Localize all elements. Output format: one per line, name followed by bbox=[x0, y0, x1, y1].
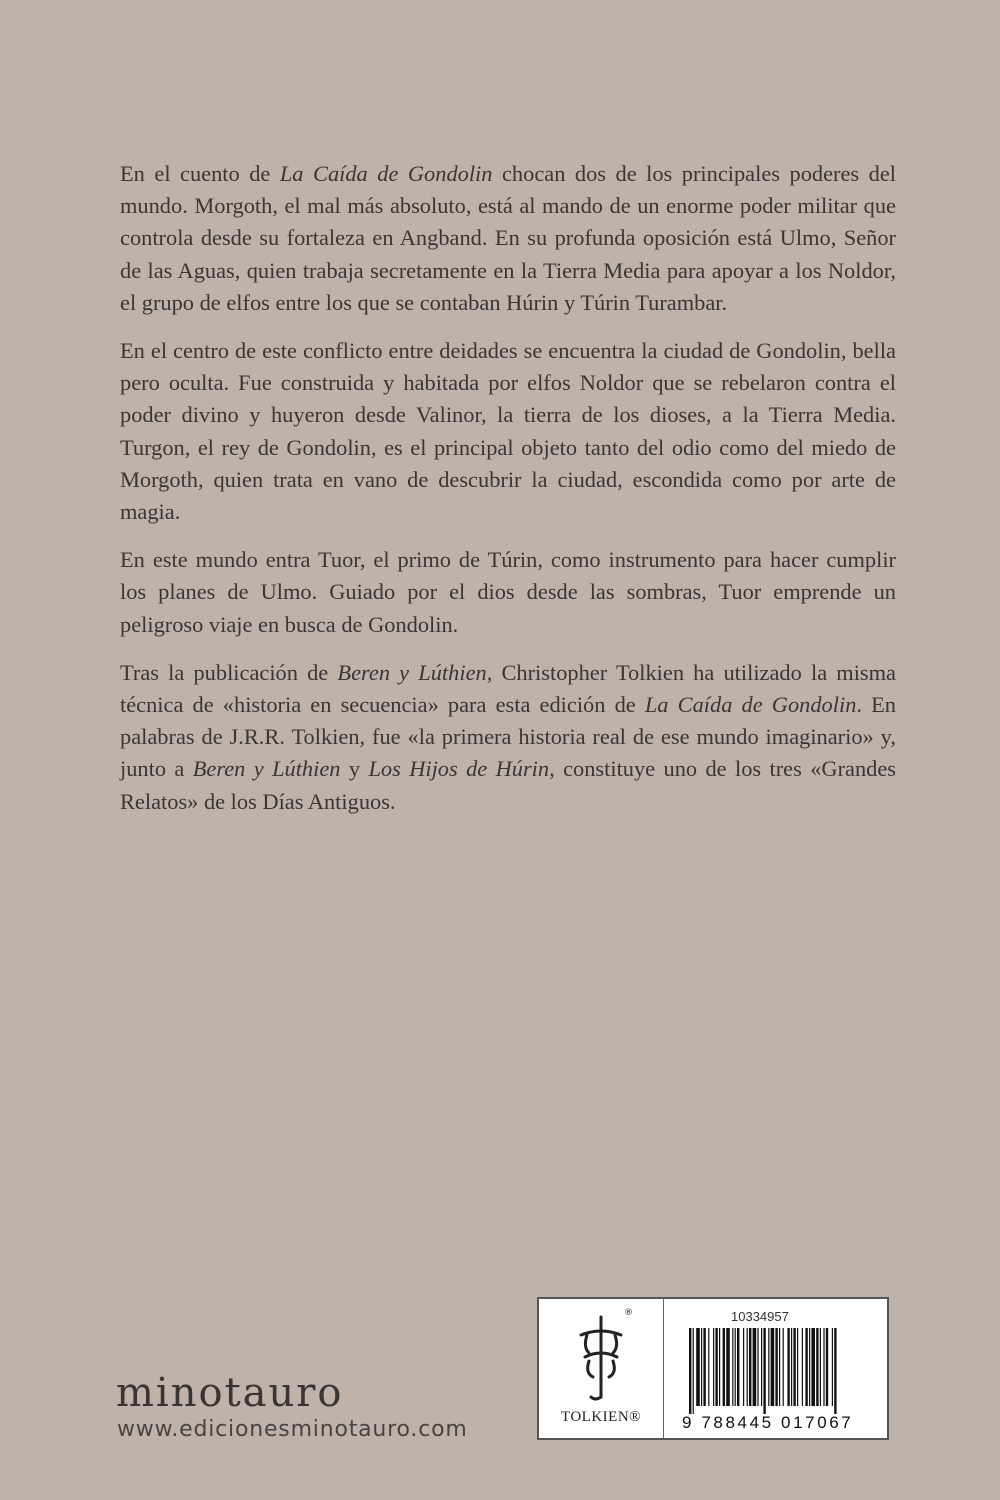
barcode-bar bbox=[726, 1328, 730, 1406]
barcode-bar bbox=[779, 1328, 780, 1406]
barcode-bar bbox=[708, 1328, 709, 1406]
barcode-bar bbox=[715, 1328, 717, 1406]
barcode-bar bbox=[747, 1328, 748, 1406]
book-title: Beren y Lúthien bbox=[192, 756, 341, 782]
tolkien-logo bbox=[539, 1299, 664, 1438]
barcode-bar bbox=[816, 1328, 818, 1406]
barcode-bars bbox=[689, 1328, 879, 1414]
barcode-bar bbox=[689, 1328, 691, 1414]
barcode-bar bbox=[768, 1328, 769, 1406]
barcode-bar bbox=[723, 1328, 725, 1406]
barcode-bar bbox=[834, 1328, 836, 1414]
barcode-bar bbox=[735, 1328, 736, 1406]
barcode-bar bbox=[783, 1328, 784, 1406]
barcode-bar bbox=[743, 1328, 744, 1406]
product-code: 10334957 bbox=[731, 1309, 789, 1324]
blurb-paragraph-3: En este mundo entra Tuor, el primo de Túrin, como instrumento para hacer cumplir los planes de Ulmo. Guiado por el dios desde las sombras, Tuor emprende un peligroso viaje en busca de Gondolin. bbox=[120, 547, 896, 637]
barcode-bar bbox=[775, 1328, 777, 1406]
barcode-bar bbox=[826, 1328, 828, 1406]
book-title: Los Hijos de Húrin bbox=[368, 756, 550, 782]
barcode-bar bbox=[809, 1328, 810, 1406]
book-title: Beren y Lúthien bbox=[337, 659, 487, 685]
barcode-bar bbox=[696, 1328, 700, 1406]
book-title: La Caída de Gondolin bbox=[279, 161, 493, 186]
barcode-bar bbox=[797, 1328, 798, 1406]
barcode-bar bbox=[832, 1328, 833, 1406]
barcode-bar bbox=[805, 1328, 807, 1406]
barcode-bar bbox=[693, 1328, 694, 1414]
barcode-bar bbox=[811, 1328, 815, 1406]
barcode-bar bbox=[732, 1328, 733, 1406]
barcode-bar bbox=[703, 1328, 705, 1406]
publisher-logo: minotauro bbox=[116, 1370, 344, 1416]
barcode-bar bbox=[787, 1328, 789, 1406]
back-cover-blurb bbox=[120, 158, 896, 834]
blurb-paragraph-1: En el cuento de La Caída de Gondolin chocan dos de los principales poderes del mundo. Morgoth, el mal más absoluto, está al mando de un enorme poder militar que controla desde su fortaleza en Angband. En su profunda oposición está Ulmo, Señor de las Aguas, quien trabaja secretamente en la Tierra Media para apoyar a los Noldor, el grupo de elfos entre los que se contaban Húrin y Túrin Turambar. bbox=[120, 161, 896, 315]
blurb-paragraph-4: Tras la publicación de Beren y Lúthien, Christopher Tolkien ha utilizado la misma técnica de «historia en secuencia» para esta edición de La Caída de Gondolin. En palabras de J.R.R. Tolkien, fue «la primera historia real de ese mundo imaginario» y, junto a Beren y Lúthien y Los Hijos de Húrin, constituye uno de los tres «Grandes Relatos» de los Días Antiguos. bbox=[120, 659, 896, 814]
registered-mark: ® bbox=[624, 1308, 633, 1318]
barcode-bar bbox=[763, 1328, 765, 1414]
blurb-paragraph-2: En el centro de este conflicto entre deidades se encuentra la ciudad de Gondolin, bella pero oculta. Fue construida y habitada por elfos Noldor que se rebelaron contra el poder divino y huyeron desde Valinor, la tierra de los dioses, a la Tierra Media. Turgon, el rey de Gondolin, es el principal objeto tanto del odio como del miedo de Morgoth, quien trata en vano de descubrir la ciudad, escondida como por arte de magia. bbox=[120, 338, 896, 525]
book-title: La Caída de Gondolin bbox=[644, 692, 857, 718]
barcode-bar bbox=[757, 1328, 758, 1406]
isbn-number: 9 788445 017067 bbox=[682, 1413, 854, 1432]
barcode-bar bbox=[820, 1328, 821, 1406]
publisher-website: www.edicionesminotauro.com bbox=[117, 1417, 468, 1442]
barcode-bar bbox=[753, 1328, 757, 1406]
tolkien-brand-label: TOLKIEN® bbox=[560, 1409, 642, 1425]
barcode-bar bbox=[791, 1328, 792, 1406]
barcode-bar bbox=[802, 1328, 803, 1406]
barcode-bar bbox=[701, 1328, 702, 1406]
barcode-bar bbox=[823, 1328, 824, 1406]
barcode-bar bbox=[793, 1328, 795, 1406]
barcode-bar bbox=[737, 1328, 739, 1406]
barcode-bar bbox=[719, 1328, 720, 1406]
barcode-bar bbox=[713, 1328, 714, 1406]
barcode-bar bbox=[749, 1328, 751, 1406]
barcode-bar bbox=[761, 1328, 762, 1406]
barcode-panel bbox=[537, 1297, 889, 1440]
tolkien-monogram-icon bbox=[567, 1313, 635, 1405]
barcode-bar bbox=[771, 1328, 775, 1406]
